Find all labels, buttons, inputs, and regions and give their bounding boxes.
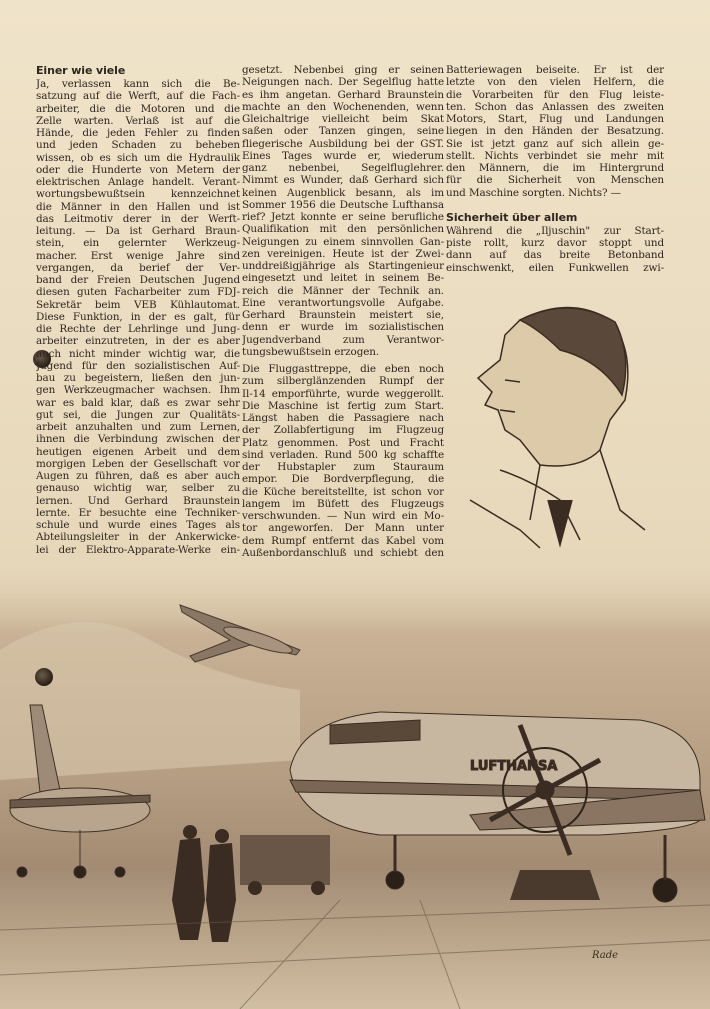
- text-line: fliegerische Ausbildung bei der GST.: [242, 137, 444, 150]
- text-line: Sie ist jetzt ganz auf sich allein ge-: [446, 137, 664, 150]
- text-line: die Rechte der Lehrlinge und Jung-: [36, 323, 240, 335]
- text-line: oder die Hunderte von Metern der: [36, 163, 240, 176]
- text-line: die Männer in den Hallen und ist: [36, 200, 240, 213]
- text-line: Abteilungsleiter in der Ankerwicke-: [36, 531, 240, 544]
- text-line: band der Freien Deutschen Jugend: [36, 274, 240, 286]
- text-line: schule und wurde eines Tages als: [36, 519, 240, 531]
- text-line: saßen oder Tanzen gingen, seine: [242, 125, 444, 138]
- text-line: eingesetzt und leitet in seinem Be-: [242, 272, 444, 285]
- text-line: und jeden Schaden zu beheben: [36, 139, 240, 152]
- text-line: Die Fluggasttreppe, die eben noch: [242, 363, 444, 375]
- text-line: Diese Funktion, in der es galt, für: [36, 310, 240, 323]
- text-line: Augen zu führen, daß es aber auch: [36, 470, 240, 482]
- text-line: der Zollabfertigung im Flugzeug: [242, 424, 444, 437]
- text-line: machte an den Wochenenden, wenn: [242, 100, 444, 113]
- artist-signature: Rade: [592, 950, 619, 961]
- text-line: lei der Elektro-Apparate-Werke ein-: [36, 543, 240, 556]
- aircraft-lettering: LUFTHANSA: [470, 759, 558, 774]
- text-line: gen Werkzeugmacher wachsen. Ihm: [36, 384, 240, 397]
- text-line: zum silberglänzenden Rumpf der: [242, 375, 444, 388]
- text-line: Sekretär beim VEB Kühlautomat.: [36, 298, 240, 311]
- article-column-3: [446, 64, 664, 274]
- text-line: Zelle warten. Verlaß ist auf die: [36, 114, 240, 127]
- text-line: unddreißigjährige als Startingenieur: [242, 260, 444, 272]
- text-line: morgigen Leben der Gesellschaft vor: [36, 457, 240, 470]
- text-line: auch nicht minder wichtig war, die: [36, 347, 240, 360]
- text-line: liegen in den Händen der Besatzung.: [446, 125, 664, 138]
- text-line: lernte. Er besuchte eine Techniker-: [36, 506, 240, 519]
- text-line: Jugend für den sozialistischen Auf-: [36, 359, 240, 372]
- text-line: arbeit anzuhalten und zum Lernen,: [36, 421, 240, 433]
- text-line: war es bald klar, daß es zwar sehr: [36, 396, 240, 409]
- text-line: und Maschine sorgten. Nichts? —: [446, 186, 621, 199]
- text-line: für die Sicherheit von Menschen: [446, 174, 664, 187]
- text-line: macher. Erst wenige Jahre sind: [36, 249, 240, 262]
- text-line: leitung. — Da ist Gerhard Braun-: [36, 225, 240, 237]
- text-line: wissen, ob es sich um die Hydraulik: [36, 151, 240, 164]
- article-column-1: [36, 64, 240, 556]
- text-line: satzung auf die Werft, auf die Fach-: [36, 90, 240, 103]
- text-line: ganz nebenbei, Segelfluglehrer.: [242, 162, 444, 174]
- text-line: Außenbordanschluß und schiebt den: [242, 546, 444, 559]
- text-line: Ja, verlassen kann sich die Be-: [36, 78, 240, 90]
- text-line: Platz genommen. Post und Fracht: [242, 436, 444, 449]
- text-line: den Männern, die im Hintergrund: [446, 162, 664, 174]
- text-line: Während die „Iljuschin" zur Start-: [446, 224, 664, 237]
- text-line: dem Rumpf entfernt das Kabel vom: [242, 534, 444, 547]
- text-line: denn er wurde im sozialistischen: [242, 321, 444, 334]
- text-line: es ihm angetan. Gerhard Braunstein: [242, 88, 444, 101]
- text-line: arbeiter einzutreten, in der es aber: [36, 335, 240, 348]
- airport-scene: [0, 555, 710, 1009]
- text-line: rief? Jetzt konnte er seine berufliche: [242, 211, 444, 223]
- spacer: [446, 199, 664, 211]
- text-line: Nimmt es Wunder, daß Gerhard sich: [242, 174, 444, 187]
- text-line: Neigungen zu einem sinnvollen Gan-: [242, 235, 444, 248]
- binder-hole: [35, 668, 53, 686]
- text-line: diesen guten Facharbeiter zum FDJ-: [36, 286, 240, 299]
- text-line: die Küche bereitstellte, ist schon vor: [242, 485, 444, 498]
- article-column-2: [242, 64, 444, 559]
- text-line: Längst haben die Passagiere nach: [242, 412, 444, 424]
- text-line: zen vereinigen. Heute ist der Zwei-: [242, 247, 444, 260]
- text-line: verschwunden. — Nun wird ein Mo-: [242, 510, 444, 522]
- text-line: Il-14 emporführte, wurde weggerollt.: [242, 387, 444, 400]
- text-line: tor angeworfen. Der Mann unter: [242, 522, 444, 535]
- text-line: das Leitmotiv derer in der Werft-: [36, 212, 240, 225]
- text-line: ihnen die Verbindung zwischen der: [36, 433, 240, 446]
- text-line: Neigungen nach. Der Segelflug hatte: [242, 76, 444, 89]
- text-line: Jugendverband zum Verantwor-: [242, 333, 444, 346]
- text-line: elektrischen Anlage handelt. Verant-: [36, 176, 240, 188]
- text-line: stellt. Nichts verbindet sie mehr mit: [446, 149, 664, 162]
- text-line: der Hubstapler zum Stauraum: [242, 461, 444, 473]
- text-line: Batteriewagen beiseite. Er ist der: [446, 64, 664, 76]
- text-line: einschwenkt, eilen Funkwellen zwi-: [446, 261, 664, 274]
- text-line: bau zu begeistern, ließen den jun-: [36, 372, 240, 384]
- text-line: Gerhard Braunstein meistert sie,: [242, 309, 444, 321]
- text-line: genauso wichtig war, selber zu: [36, 482, 240, 495]
- text-line: sind verladen. Rund 500 kg schaffte: [242, 448, 444, 461]
- text-line: Sommer 1956 die Deutsche Lufthansa: [242, 198, 444, 211]
- text-line: langem im Büfett des Flugzeugs: [242, 497, 444, 510]
- text-line: empor. Die Bordverpflegung, die: [242, 473, 444, 486]
- text-line: Eines Tages wurde er, wiederum: [242, 149, 444, 162]
- text-line: gut sei, die Jungen zur Qualitäts-: [36, 408, 240, 421]
- text-line: gesetzt. Nebenbei ging er seinen: [242, 64, 444, 76]
- text-line: piste rollt, kurz davor stoppt und: [446, 237, 664, 249]
- text-line: letzte von den vielen Helfern, die: [446, 76, 664, 89]
- text-line: arbeiter, die die Motoren und die: [36, 102, 240, 115]
- text-line: tungsbewußtsein erzogen.: [242, 345, 380, 358]
- text-line: keinen Augenblick besann, als im: [242, 186, 444, 199]
- text-line: Die Maschine ist fertig zum Start.: [242, 399, 444, 412]
- section-heading: Sicherheit über allem: [446, 210, 578, 224]
- text-line: stein, ein gelernter Werkzeug-: [36, 237, 240, 250]
- text-line: Gleichaltrige vielleicht beim Skat: [242, 113, 444, 125]
- text-line: ten. Schon das Anlassen des zweiten: [446, 100, 664, 113]
- text-line: Eine verantwortungsvolle Aufgabe.: [242, 296, 444, 309]
- section-heading: Einer wie viele: [36, 64, 126, 77]
- text-line: lernen. Und Gerhard Braunstein: [36, 494, 240, 507]
- text-line: reich die Männer der Technik an.: [242, 284, 444, 297]
- text-line: wortungsbewußtsein kennzeichnet: [36, 188, 240, 201]
- text-line: Qualifikation mit den persönlichen: [242, 223, 444, 236]
- text-line: Motors, Start, Flug und Landungen: [446, 113, 664, 125]
- text-line: Hände, die jeden Fehler zu finden: [36, 127, 240, 139]
- text-line: vergangen, da berief der Ver-: [36, 261, 240, 274]
- portrait-sketch: [470, 308, 645, 549]
- text-line: heutigen eigenen Arbeit und dem: [36, 445, 240, 458]
- text-line: dann auf das breite Betonband: [446, 249, 664, 262]
- text-line: die Vorarbeiten für den Flug leiste-: [446, 88, 664, 101]
